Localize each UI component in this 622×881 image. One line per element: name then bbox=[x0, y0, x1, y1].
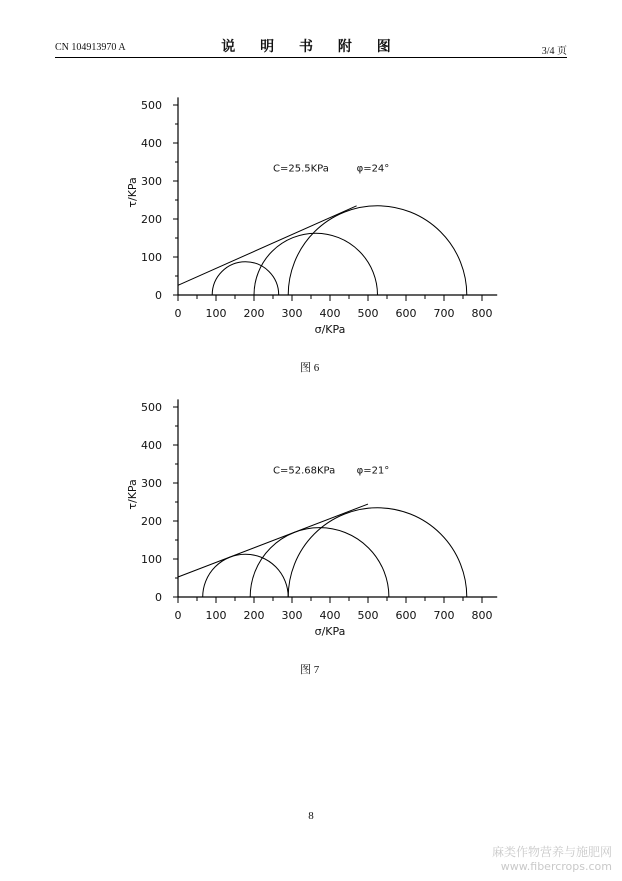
fig6-x-tick-label: 800 bbox=[471, 307, 493, 320]
fig6-failure-envelope bbox=[178, 206, 357, 286]
fig7-x-tick-label: 300 bbox=[281, 609, 303, 622]
fig6-y-tick-label: 0 bbox=[155, 289, 162, 302]
figure-7-caption: 图 7 bbox=[300, 664, 320, 676]
fig6-mohr-circle-2 bbox=[254, 233, 378, 295]
fig6-cohesion-label: C=25.5KPa bbox=[273, 163, 329, 175]
fig7-y-tick-label: 200 bbox=[141, 515, 162, 528]
fig6-y-axis-label: τ/KPa bbox=[126, 177, 139, 208]
fig7-mohr-circle-3 bbox=[288, 508, 467, 597]
fig6-mohr-circle-1 bbox=[212, 262, 279, 295]
fig7-y-tick-label: 0 bbox=[155, 591, 162, 604]
fig6-x-tick-label: 0 bbox=[174, 307, 182, 320]
header-title: 说 明 书 附 图 bbox=[221, 39, 401, 55]
fig7-y-tick-label: 400 bbox=[141, 439, 162, 452]
watermark-url: www.fibercrops.com bbox=[500, 860, 612, 873]
fig6-y-tick-label: 200 bbox=[141, 213, 162, 226]
figure-6-caption: 图 6 bbox=[300, 362, 320, 374]
fig6-mohr-circle-3 bbox=[288, 206, 467, 295]
fig6-x-axis-label: σ/KPa bbox=[314, 323, 346, 336]
fig6-y-tick-label: 400 bbox=[141, 137, 162, 150]
fig7-x-tick-label: 700 bbox=[433, 609, 455, 622]
fig6-y-tick-label: 300 bbox=[141, 175, 162, 188]
fig6-y-tick-label: 500 bbox=[141, 99, 162, 112]
watermark-title: 麻类作物营养与施肥网 bbox=[491, 845, 612, 859]
fig7-x-tick-label: 100 bbox=[205, 609, 227, 622]
figure-6-chart bbox=[0, 90, 622, 340]
fig6-x-tick-label: 400 bbox=[319, 307, 341, 320]
fig7-mohr-circle-1 bbox=[203, 554, 289, 597]
fig7-x-tick-label: 800 bbox=[471, 609, 493, 622]
fig7-x-tick-label: 200 bbox=[243, 609, 265, 622]
fig7-cohesion-label: C=52.68KPa bbox=[273, 465, 336, 477]
fig6-x-tick-label: 500 bbox=[357, 307, 379, 320]
patent-number: CN 104913970 A bbox=[55, 42, 126, 53]
fig6-x-tick-label: 100 bbox=[205, 307, 227, 320]
fig7-y-axis-label: τ/KPa bbox=[126, 479, 139, 510]
page-header bbox=[55, 36, 567, 58]
site-watermark bbox=[492, 843, 612, 873]
fig7-x-tick-label: 400 bbox=[319, 609, 341, 622]
page-of: 3/4 页 bbox=[541, 46, 567, 57]
fig6-x-tick-label: 200 bbox=[243, 307, 265, 320]
fig6-y-tick-label: 100 bbox=[141, 251, 162, 264]
fig6-friction-angle-label: φ=24° bbox=[356, 163, 390, 175]
fig7-x-tick-label: 0 bbox=[174, 609, 182, 622]
fig7-y-tick-label: 300 bbox=[141, 477, 162, 490]
fig6-x-tick-label: 700 bbox=[433, 307, 455, 320]
fig7-x-tick-label: 500 bbox=[357, 609, 379, 622]
fig7-y-tick-label: 500 bbox=[141, 401, 162, 414]
fig7-friction-angle-label: φ=21° bbox=[356, 465, 390, 477]
fig7-x-axis-label: σ/KPa bbox=[314, 625, 346, 638]
header-rule bbox=[55, 57, 567, 58]
fig7-x-tick-label: 600 bbox=[395, 609, 417, 622]
fig6-x-tick-label: 600 bbox=[395, 307, 417, 320]
page-number: 8 bbox=[308, 810, 314, 822]
fig7-y-tick-label: 100 bbox=[141, 553, 162, 566]
fig7-failure-envelope bbox=[178, 504, 368, 577]
figure-7-chart bbox=[0, 392, 622, 642]
fig6-x-tick-label: 300 bbox=[281, 307, 303, 320]
